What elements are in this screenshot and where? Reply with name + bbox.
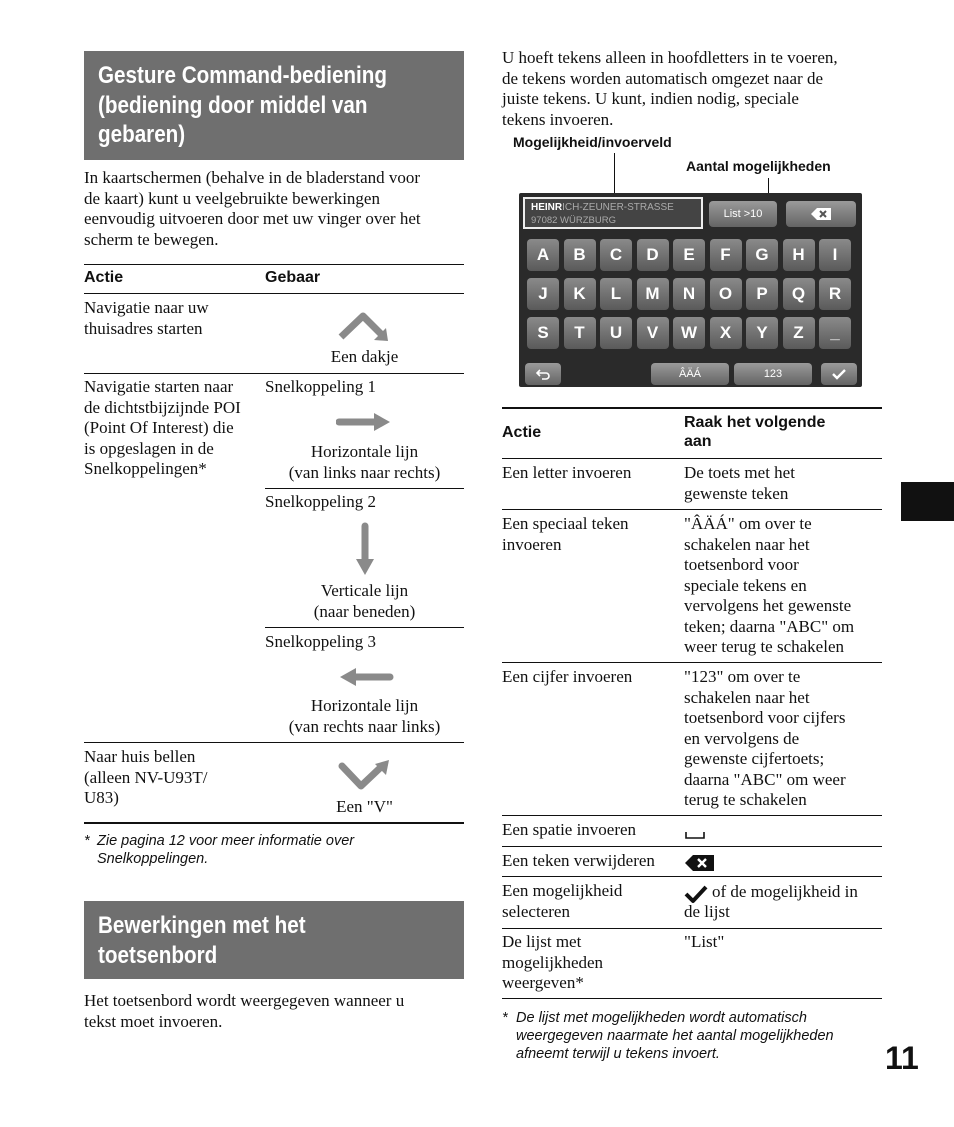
table-cell-action [84, 298, 209, 339]
key-space[interactable]: _ [819, 317, 851, 349]
table-cell-action [502, 514, 629, 555]
column-header-gebaar: Gebaar [265, 269, 321, 286]
space-key-icon [684, 829, 706, 841]
key-o[interactable]: O [710, 278, 742, 310]
text-line: weergegeven naarmate het aantal mogelijkheden [516, 1028, 834, 1044]
text-line: Raak het volgende [684, 414, 826, 431]
heading-line: Bewerkingen met het [98, 912, 306, 939]
key-v[interactable]: V [637, 317, 669, 349]
heading-line: (bediening door middel van [98, 91, 368, 119]
table-cell-action [502, 881, 622, 922]
checkmark-icon [832, 368, 846, 380]
table-cell-action [502, 667, 632, 688]
table-cell-action [502, 932, 603, 994]
text-line: Een teken verwijderen [502, 851, 655, 870]
key-i[interactable]: I [819, 239, 851, 271]
intro-paragraph [84, 168, 474, 250]
text-line: is opgeslagen in de [84, 438, 214, 458]
arrow-down-gesture-icon [353, 522, 377, 578]
table-rule [502, 928, 882, 929]
text-line: juiste tekens. U kunt, indien nodig, speciale [502, 89, 799, 108]
key-r[interactable]: R [819, 278, 851, 310]
page-number: 11 [885, 1040, 919, 1076]
table-rule [502, 407, 882, 409]
key-c[interactable]: C [600, 239, 632, 271]
delete-button[interactable] [786, 201, 856, 227]
text-line: Een letter invoeren [502, 463, 632, 482]
text-line: de dichtstbijzijnde POI [84, 397, 241, 417]
table-cell-action [502, 463, 631, 484]
text-line: eenvoudig uitvoeren door met uw vinger over het [84, 209, 421, 228]
key-g[interactable]: G [746, 239, 778, 271]
text-line: schakelen naar het [684, 687, 810, 707]
text-line: scherm te bewegen. [84, 229, 219, 249]
key-h[interactable]: H [783, 239, 815, 271]
table-cell-response [684, 514, 854, 658]
shortcut-label: Snelkoppeling 2 [265, 492, 376, 511]
text-line: daarna "ABC" om weer [684, 769, 846, 789]
text-line: U83) [84, 788, 119, 807]
text-line: Snelkoppelingen* [84, 459, 207, 478]
shortcut-label: Snelkoppeling 1 [265, 377, 376, 396]
text-line: gewenste cijfertoets; [684, 749, 825, 768]
table-rule [502, 815, 882, 816]
shortcut-label: Snelkoppeling 3 [265, 632, 376, 651]
table-rule [502, 662, 882, 663]
text-line: weer terug te schakelen [684, 637, 844, 656]
text-line: Een spatie invoeren [502, 820, 637, 839]
text-line: Navigatie starten naar [84, 377, 234, 396]
footnote [516, 1009, 886, 1063]
text-line: (Point Of Interest) die [84, 418, 234, 437]
table-cell-text: de lijst [684, 902, 730, 921]
key-u[interactable]: U [600, 317, 632, 349]
table-rule [84, 293, 464, 294]
back-button[interactable] [525, 363, 561, 385]
key-w[interactable]: W [673, 317, 705, 349]
text-line: Het toetsenbord wordt weergegeven wanneer u [84, 991, 405, 1010]
callout-line [614, 153, 615, 197]
key-a[interactable]: A [527, 239, 559, 271]
key-q[interactable]: Q [783, 278, 815, 310]
callout-input-field: Mogelijkheid/invoerveld [513, 134, 672, 150]
text-line: (van rechts naar links) [288, 716, 441, 736]
text-line: de tekens worden automatisch omgezet naar de [502, 68, 823, 88]
table-rule [84, 742, 464, 743]
text-line: Een cijfer invoeren [502, 667, 633, 686]
key-s[interactable]: S [527, 317, 559, 349]
text-line: vervolgens het gewenste [684, 596, 852, 615]
special-chars-button[interactable]: ÂÄÁ [651, 363, 729, 385]
key-t[interactable]: T [564, 317, 596, 349]
column-header-raak [684, 413, 825, 451]
key-l[interactable]: L [600, 278, 632, 310]
key-j[interactable]: J [527, 278, 559, 310]
text-line: en vervolgens de [684, 728, 800, 748]
heading-line: Gesture Command-bediening [98, 62, 388, 89]
text-line: aan [684, 433, 712, 450]
text-line: schakelen naar het [684, 534, 810, 554]
section-heading-gesture [84, 51, 464, 160]
table-rule [265, 488, 464, 489]
arrow-right-gesture-icon [336, 410, 394, 434]
text-line: tekst moet invoeren. [84, 1011, 223, 1031]
text-line: (alleen NV-U93T/ [84, 767, 208, 787]
table-rule [502, 509, 882, 510]
table-cell-response [684, 667, 846, 811]
text-line: invoeren [502, 534, 562, 554]
arrow-left-gesture-icon [336, 665, 394, 689]
gesture-caption: Een "V" [336, 797, 393, 816]
table-rule [502, 998, 882, 999]
gesture-caption [265, 696, 464, 737]
section-tab-marker [901, 482, 954, 521]
table-rule [84, 822, 464, 824]
key-p[interactable]: P [746, 278, 778, 310]
text-line: In kaartschermen (behalve in de bladerstand voor [84, 168, 421, 187]
footnote-star: * [84, 833, 90, 849]
text-line: thuisadres starten [84, 318, 203, 338]
text-line: "ÂÄÁ" om over te [684, 514, 812, 533]
text-line: Naar huis bellen [84, 747, 196, 766]
text-line: weergeven* [502, 973, 584, 992]
back-arrow-icon [536, 368, 550, 380]
outro-paragraph [84, 991, 474, 1032]
table-rule [265, 627, 464, 628]
key-x[interactable]: X [710, 317, 742, 349]
text-line: (naar beneden) [313, 601, 416, 621]
text-line: De toets met het [684, 463, 795, 482]
text-line: Snelkoppelingen. [97, 851, 209, 867]
right-intro-paragraph [502, 48, 892, 130]
footnote [97, 832, 467, 868]
table-rule [84, 264, 464, 265]
text-line: toetsenbord voor [684, 555, 799, 574]
table-rule [84, 373, 464, 374]
table-rule [502, 876, 882, 877]
heading-line: gebaren) [98, 121, 186, 148]
text-line: Horizontale lijn [310, 442, 419, 461]
backspace-icon [684, 853, 716, 873]
gesture-caption: Een dakje [330, 347, 399, 366]
text-line: De lijst met [502, 932, 582, 951]
text-line: "List" [684, 932, 725, 951]
numbers-button[interactable]: 123 [734, 363, 812, 385]
checkmark-icon [684, 884, 708, 904]
confirm-button[interactable] [821, 363, 857, 385]
text-line: "123" om over te [684, 667, 801, 686]
column-header-actie: Actie [84, 269, 124, 286]
text-line: (van links naar rechts) [288, 462, 441, 482]
table-rule [502, 846, 882, 847]
text-line: de kaart) kunt u veelgebruikte bewerkingen [84, 188, 380, 208]
text-line: Navigatie naar uw [84, 298, 209, 317]
section-heading-keyboard [84, 901, 464, 979]
key-f[interactable]: F [710, 239, 742, 271]
text-line: speciale tekens en [684, 575, 807, 595]
keyboard-screenshot [519, 193, 862, 387]
text-line: toetsenbord voor cijfers [684, 708, 846, 727]
key-n[interactable]: N [673, 278, 705, 310]
text-line: selecteren [502, 901, 570, 921]
key-b[interactable]: B [564, 239, 596, 271]
text-line: Een speciaal teken [502, 514, 629, 533]
table-cell-response [684, 932, 724, 953]
text-line: mogelijkheden [502, 952, 604, 972]
input-typed-text: HEINR [531, 202, 563, 213]
table-cell-text: of de mogelijkheid in [712, 882, 858, 901]
text-line: terug te schakelen [684, 790, 807, 809]
table-cell-action [84, 377, 241, 480]
key-m[interactable]: M [637, 278, 669, 310]
text-line: De lijst met mogelijkheden wordt automatisch [516, 1010, 807, 1026]
footnote-star: * [502, 1010, 508, 1026]
gesture-caption [265, 442, 464, 483]
input-second-line: 97082 WÜRZBURG [531, 215, 616, 226]
input-field[interactable] [523, 197, 703, 229]
text-line: Zie pagina 12 voor meer informatie over [97, 833, 355, 849]
list-button[interactable]: List >10 [709, 201, 777, 227]
table-cell-action [502, 851, 655, 872]
roof-gesture-icon [336, 310, 392, 342]
table-cell-response [684, 463, 795, 504]
gesture-caption [265, 581, 464, 622]
text-line: U hoeft tekens alleen in hoofdletters in te voeren, [502, 48, 838, 67]
text-line: Een mogelijkheid [502, 881, 623, 900]
key-d[interactable]: D [637, 239, 669, 271]
table-cell-action [502, 820, 636, 841]
text-line: afneemt terwijl u tekens invoert. [516, 1046, 720, 1062]
text-line: teken; daarna "ABC" om [684, 616, 855, 636]
text-line: Horizontale lijn [310, 696, 419, 715]
text-line: gewenste teken [684, 483, 789, 503]
key-e[interactable]: E [673, 239, 705, 271]
key-k[interactable]: K [564, 278, 596, 310]
text-line: tekens invoeren. [502, 109, 614, 129]
table-rule [502, 458, 882, 459]
key-y[interactable]: Y [746, 317, 778, 349]
heading-line: toetsenbord [98, 941, 218, 969]
text-line: Verticale lijn [320, 581, 409, 600]
backspace-icon [811, 208, 831, 220]
column-header-actie: Actie [502, 424, 542, 441]
table-cell-action [84, 747, 208, 809]
callout-count: Aantal mogelijkheden [686, 158, 831, 174]
key-z[interactable]: Z [783, 317, 815, 349]
v-gesture-icon [336, 758, 394, 794]
input-suggested-text: ICH-ZEUNER-STRASSE [562, 202, 674, 213]
